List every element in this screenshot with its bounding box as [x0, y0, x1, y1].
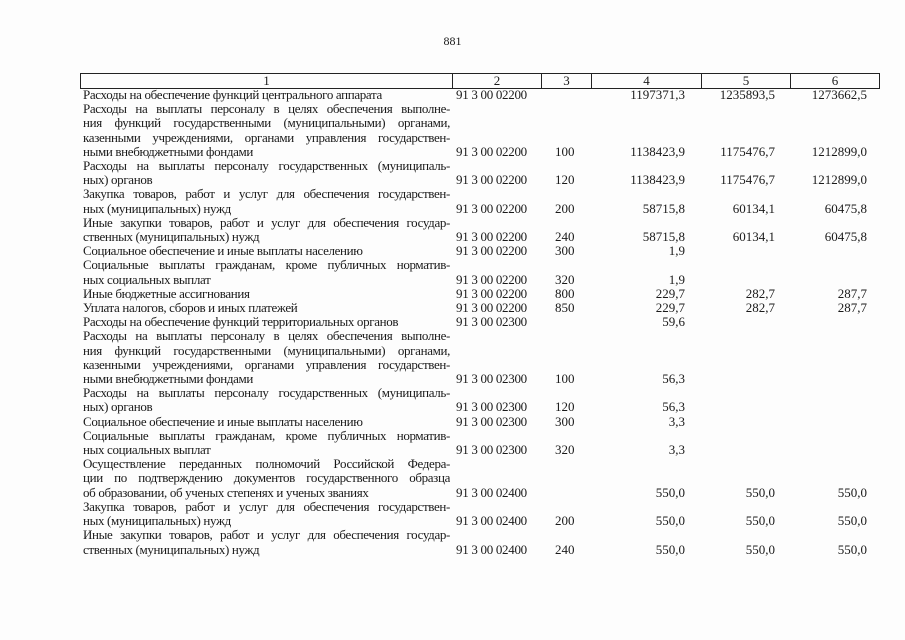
- row-description: [83, 287, 450, 301]
- budget-code: 91 3 00 02300: [456, 314, 527, 330]
- value-col-5: 282,7: [745, 285, 775, 301]
- value-col-6: 550,0: [837, 484, 867, 500]
- budget-code: 91 3 00 02300: [456, 371, 527, 387]
- description-line: Осуществление переданных полномочий Российской Федера-: [83, 457, 450, 472]
- value-col-5: 550,0: [745, 513, 775, 529]
- expense-type: 200: [555, 200, 575, 216]
- row-description: [83, 244, 450, 258]
- value-col-5: 1175476,7: [720, 172, 775, 188]
- budget-code: 91 3 00 02300: [456, 399, 527, 415]
- value-col-4: 3,3: [668, 442, 685, 458]
- description-line: Закупка товаров, работ и услуг для обеспечения государствен-: [83, 499, 450, 514]
- budget-code: 91 3 00 02200: [456, 143, 527, 159]
- value-col-4: 1197371,3: [630, 87, 685, 102]
- expense-type: 120: [555, 172, 575, 188]
- description-line: ных) органов: [83, 173, 153, 188]
- budget-code: 91 3 00 02200: [456, 243, 527, 259]
- budget-code: 91 3 00 02300: [456, 413, 527, 429]
- description-line: ственных (муниципальных) нужд: [83, 230, 260, 245]
- value-col-4: 56,3: [662, 399, 685, 415]
- description-line: казенными учреждениями, органами управления государствен-: [83, 357, 450, 372]
- description-line: Расходы на выплаты персоналу государственных (муниципаль-: [83, 159, 450, 174]
- description-line: ственных (муниципальных) нужд: [83, 542, 260, 557]
- value-col-4: 550,0: [655, 484, 685, 500]
- row-description: [83, 102, 450, 159]
- budget-code: 91 3 00 02200: [456, 229, 527, 245]
- row-description: [83, 500, 450, 528]
- description-line: ными внебюджетными фондами: [83, 372, 254, 387]
- row-description: [83, 315, 450, 329]
- budget-code: 91 3 00 02400: [456, 513, 527, 529]
- description-line: ных социальных выплат: [83, 272, 211, 287]
- value-col-5: 1175476,7: [720, 143, 775, 159]
- table-row: [83, 258, 873, 286]
- row-description: [83, 258, 450, 286]
- table-row: [83, 528, 873, 556]
- value-col-4: 3,3: [668, 413, 685, 429]
- table-row: [83, 287, 873, 301]
- table-row: [83, 500, 873, 528]
- table-row: [83, 415, 873, 429]
- row-description: [83, 88, 450, 102]
- description-line: Социальные выплаты гражданам, кроме публичных норматив-: [83, 428, 450, 443]
- value-col-4: 550,0: [655, 513, 685, 529]
- value-col-4: 1,9: [668, 271, 685, 287]
- table-row: [83, 315, 873, 329]
- budget-code: 91 3 00 02200: [456, 271, 527, 287]
- description-line: казенными учреждениями, органами управления государствен-: [83, 130, 450, 145]
- value-col-6: 550,0: [837, 541, 867, 557]
- description-line: Уплата налогов, сборов и иных платежей: [83, 301, 298, 316]
- header-col-6: 6: [790, 74, 879, 88]
- row-description: [83, 457, 450, 500]
- description-line: Социальные выплаты гражданам, кроме публичных норматив-: [83, 258, 450, 273]
- description-line: ния функций государственными (муниципальными) органами,: [83, 116, 450, 131]
- description-line: ции по подтверждению документов государственного образца: [83, 471, 450, 486]
- budget-code: 91 3 00 02200: [456, 87, 527, 102]
- value-col-5: 282,7: [745, 300, 775, 316]
- row-description: [83, 301, 450, 315]
- header-col-5: 5: [701, 74, 790, 88]
- expense-type: 300: [555, 243, 575, 259]
- value-col-6: 287,7: [837, 285, 867, 301]
- description-line: Социальное обеспечение и иные выплаты населению: [83, 414, 363, 429]
- value-col-4: 58715,8: [642, 200, 685, 216]
- value-col-6: 550,0: [837, 513, 867, 529]
- row-description: [83, 528, 450, 556]
- row-description: [83, 187, 450, 215]
- expense-type: 320: [555, 442, 575, 458]
- expense-type: 200: [555, 513, 575, 529]
- description-line: ных социальных выплат: [83, 443, 211, 458]
- value-col-4: 1,9: [668, 243, 685, 259]
- header-col-4: 4: [591, 74, 701, 88]
- table-row: [83, 329, 873, 386]
- description-line: Закупка товаров, работ и услуг для обеспечения государствен-: [83, 187, 450, 202]
- value-col-5: 60134,1: [732, 229, 775, 245]
- row-description: [83, 415, 450, 429]
- table-row: [83, 187, 873, 215]
- value-col-4: 229,7: [655, 300, 685, 316]
- row-description: [83, 386, 450, 414]
- expense-type: 850: [555, 300, 575, 316]
- table-row: [83, 429, 873, 457]
- value-col-5: 550,0: [745, 484, 775, 500]
- description-line: ных (муниципальных) нужд: [83, 201, 231, 216]
- value-col-5: 60134,1: [732, 200, 775, 216]
- budget-code: 91 3 00 02200: [456, 172, 527, 188]
- budget-code: 91 3 00 02200: [456, 300, 527, 316]
- value-col-4: 58715,8: [642, 229, 685, 245]
- description-line: Иные закупки товаров, работ и услуг для обеспечения государ-: [83, 215, 450, 230]
- value-col-4: 229,7: [655, 285, 685, 301]
- description-line: ния функций государственными (муниципальными) органами,: [83, 343, 450, 358]
- row-description: [83, 429, 450, 457]
- expense-type: 320: [555, 271, 575, 287]
- value-col-6: 1212899,0: [811, 143, 867, 159]
- value-col-4: 550,0: [655, 541, 685, 557]
- table-row: [83, 102, 873, 159]
- row-description: [83, 216, 450, 244]
- value-col-4: 1138423,9: [630, 172, 685, 188]
- table-row: [83, 159, 873, 187]
- description-line: Расходы на обеспечение функций центрального аппарата: [83, 88, 382, 102]
- description-line: ными внебюджетными фондами: [83, 144, 254, 159]
- budget-code: 91 3 00 02200: [456, 200, 527, 216]
- description-line: Расходы на выплаты персоналу в целях обеспечения выполне-: [83, 102, 450, 117]
- value-col-5: 550,0: [745, 541, 775, 557]
- table-row: [83, 216, 873, 244]
- budget-code: 91 3 00 02400: [456, 484, 527, 500]
- table-row: [83, 88, 873, 102]
- table-row: [83, 386, 873, 414]
- budget-code: 91 3 00 02200: [456, 285, 527, 301]
- value-col-4: 59,6: [662, 314, 685, 330]
- value-col-6: 287,7: [837, 300, 867, 316]
- row-description: [83, 159, 450, 187]
- value-col-6: 60475,8: [824, 229, 867, 245]
- value-col-6: 1212899,0: [811, 172, 867, 188]
- description-line: ных (муниципальных) нужд: [83, 514, 231, 529]
- budget-table-body: [83, 88, 873, 557]
- value-col-6: 1273662,5: [811, 87, 867, 102]
- expense-type: 240: [555, 541, 575, 557]
- description-line: об образовании, об ученых степенях и ученых званиях: [83, 485, 369, 500]
- description-line: Расходы на выплаты персоналу государственных (муниципаль-: [83, 386, 450, 401]
- expense-type: 800: [555, 285, 575, 301]
- table-row: [83, 301, 873, 315]
- value-col-4: 1138423,9: [630, 143, 685, 159]
- description-line: Социальное обеспечение и иные выплаты населению: [83, 244, 363, 259]
- budget-code: 91 3 00 02300: [456, 442, 527, 458]
- description-line: Расходы на выплаты персоналу в целях обеспечения выполне-: [83, 329, 450, 344]
- value-col-5: 1235893,5: [719, 87, 775, 102]
- expense-type: 300: [555, 413, 575, 429]
- row-description: [83, 329, 450, 386]
- expense-type: 240: [555, 229, 575, 245]
- expense-type: 100: [555, 371, 575, 387]
- expense-type: 120: [555, 399, 575, 415]
- description-line: Иные бюджетные ассигнования: [83, 286, 250, 301]
- table-row: [83, 457, 873, 500]
- table-row: [83, 244, 873, 258]
- value-col-6: 60475,8: [824, 200, 867, 216]
- header-col-2: 2: [452, 74, 541, 88]
- header-col-1: 1: [263, 73, 270, 88]
- description-line: Расходы на обеспечение функций территориальных органов: [83, 315, 399, 330]
- expense-type: 100: [555, 143, 575, 159]
- value-col-4: 56,3: [662, 371, 685, 387]
- description-line: ных) органов: [83, 400, 153, 415]
- header-col-3: 3: [541, 74, 591, 88]
- description-line: Иные закупки товаров, работ и услуг для обеспечения государ-: [83, 528, 450, 543]
- page-number: 881: [443, 34, 462, 48]
- budget-code: 91 3 00 02400: [456, 541, 527, 557]
